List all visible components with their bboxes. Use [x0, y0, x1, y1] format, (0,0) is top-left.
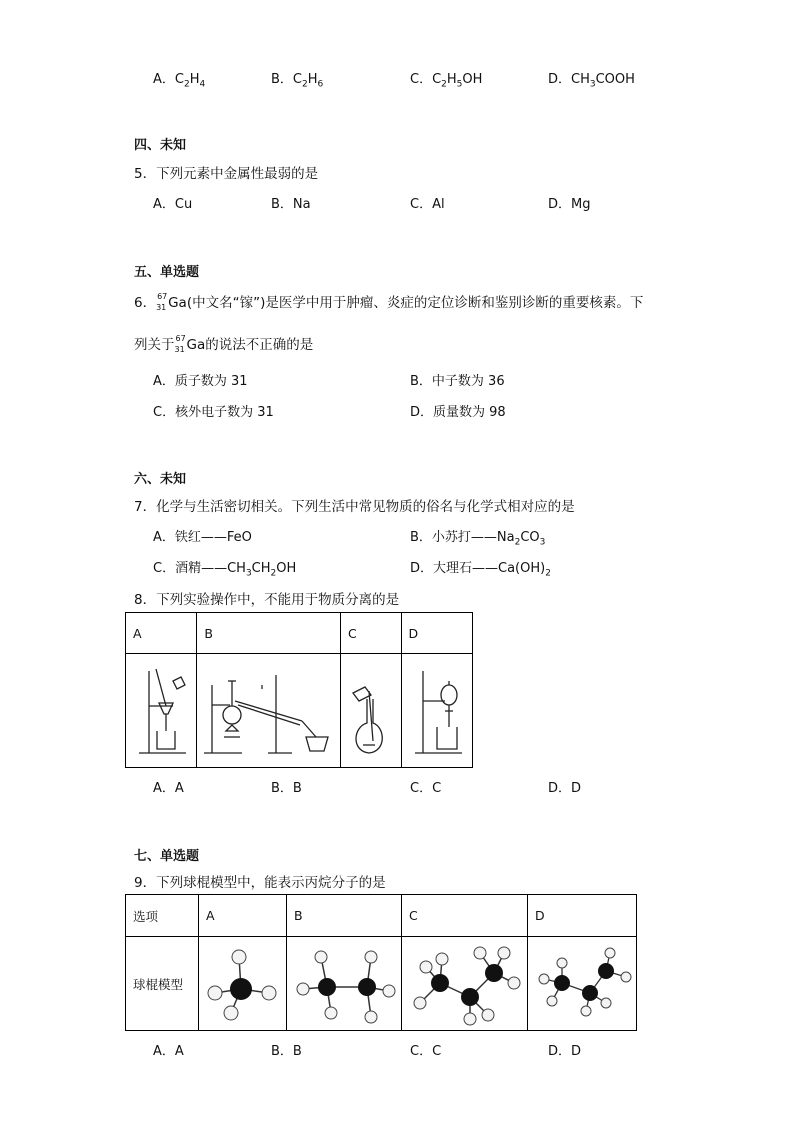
q6-option-d: D．质量数为 98: [410, 405, 506, 420]
q9-image-c: [402, 937, 528, 1031]
q9-table: [125, 894, 637, 1031]
q9-header-d: D: [528, 895, 637, 937]
q5-option-a: A．Cu: [153, 197, 193, 212]
q5-stem: 5．下列元素中金属性最弱的是: [134, 166, 319, 182]
q5-option-d: D．Mg: [548, 197, 591, 212]
q6-option-a: A．质子数为 31: [153, 374, 248, 389]
section-title-7: 七、单选题: [134, 849, 200, 864]
q9-header-b: B: [287, 895, 402, 937]
q8-answer-b: B．B: [271, 781, 302, 796]
section-title-5: 五、单选题: [134, 265, 200, 280]
volumetric-flask-transfer-icon: [345, 661, 397, 761]
methane-model-icon: [203, 939, 283, 1029]
q9-answer-d: D．D: [548, 1044, 582, 1059]
q7-option-c: C．酒精$——CH_3CH_2OH$: [153, 561, 297, 579]
q8-image-b: [197, 654, 341, 768]
q9-answer-b: B．B: [271, 1044, 302, 1059]
q7-option-a: A．铁红——FeO: [153, 530, 252, 545]
q6-option-b: B．中子数为 36: [410, 374, 505, 389]
ga-isotope-notation: 67 31: [156, 292, 168, 312]
ga-isotope-notation-2: 67 31: [174, 334, 186, 354]
q9-image-d: [528, 937, 637, 1031]
q9-stem: 9．下列球棍模型中，能表示丙烷分子的是: [134, 875, 386, 891]
ethane-model-icon: [291, 939, 397, 1029]
q9-row-label: 球棍模型: [126, 937, 199, 1031]
q6-stem-line1: 6． 67 31 Ga(中文名“镓”)是医学中用于肿瘤、炎症的定位诊断和鉴别诊断的重要核素。下: [134, 292, 644, 312]
q9-header-label: 选项: [126, 895, 199, 937]
q8-header-a: A: [126, 613, 197, 654]
q7-stem: 7．化学与生活密切相关。下列生活中常见物质的俗名与化学式相对应的是: [134, 499, 575, 515]
q7-option-b: B．小苏打$——Na_2CO_3$: [410, 530, 546, 548]
q9-image-b: [287, 937, 402, 1031]
q4-option-c: C．$C_2H_5OH$: [410, 72, 483, 90]
q8-image-c: [340, 654, 401, 768]
q7-option-d: D．大理石$——Ca(OH)_2$: [410, 561, 551, 579]
q8-answer-a: A．A: [153, 781, 184, 796]
propane-model-small-icon: [532, 939, 632, 1029]
q8-image-a: [126, 654, 197, 768]
separatory-funnel-icon: [407, 661, 467, 761]
section-title-6: 六、未知: [134, 472, 187, 487]
q9-image-a: [199, 937, 287, 1031]
filtration-apparatus-icon: [131, 661, 191, 761]
q8-answer-d: D．D: [548, 781, 582, 796]
q6-option-c: C．核外电子数为 31: [153, 405, 274, 420]
q8-stem: 8．下列实验操作中，不能用于物质分离的是: [134, 592, 400, 608]
q8-header-c: C: [340, 613, 401, 654]
section-title-4: 四、未知: [134, 138, 187, 153]
q9-answer-c: C．C: [410, 1044, 442, 1059]
q4-option-b: B．$C_2H_6$: [271, 72, 324, 90]
q4-option-a: A．$C_2H_4$: [153, 72, 206, 90]
propane-model-icon: [406, 939, 524, 1029]
q5-option-b: B．Na: [271, 197, 311, 212]
q8-header-d: D: [401, 613, 472, 654]
q9-header-c: C: [402, 895, 528, 937]
q8-answer-c: C．C: [410, 781, 442, 796]
q9-answer-a: A．A: [153, 1044, 184, 1059]
q9-header-a: A: [199, 895, 287, 937]
q5-option-c: C．Al: [410, 197, 445, 212]
q6-stem-line2: 列关于 67 31 Ga的说法不正确的是: [134, 334, 314, 354]
q8-table: [125, 612, 473, 768]
q8-image-d: [401, 654, 472, 768]
q4-option-d: D．$CH_3COOH$: [548, 72, 635, 90]
distillation-apparatus-icon: [202, 661, 336, 761]
q8-header-b: B: [197, 613, 341, 654]
